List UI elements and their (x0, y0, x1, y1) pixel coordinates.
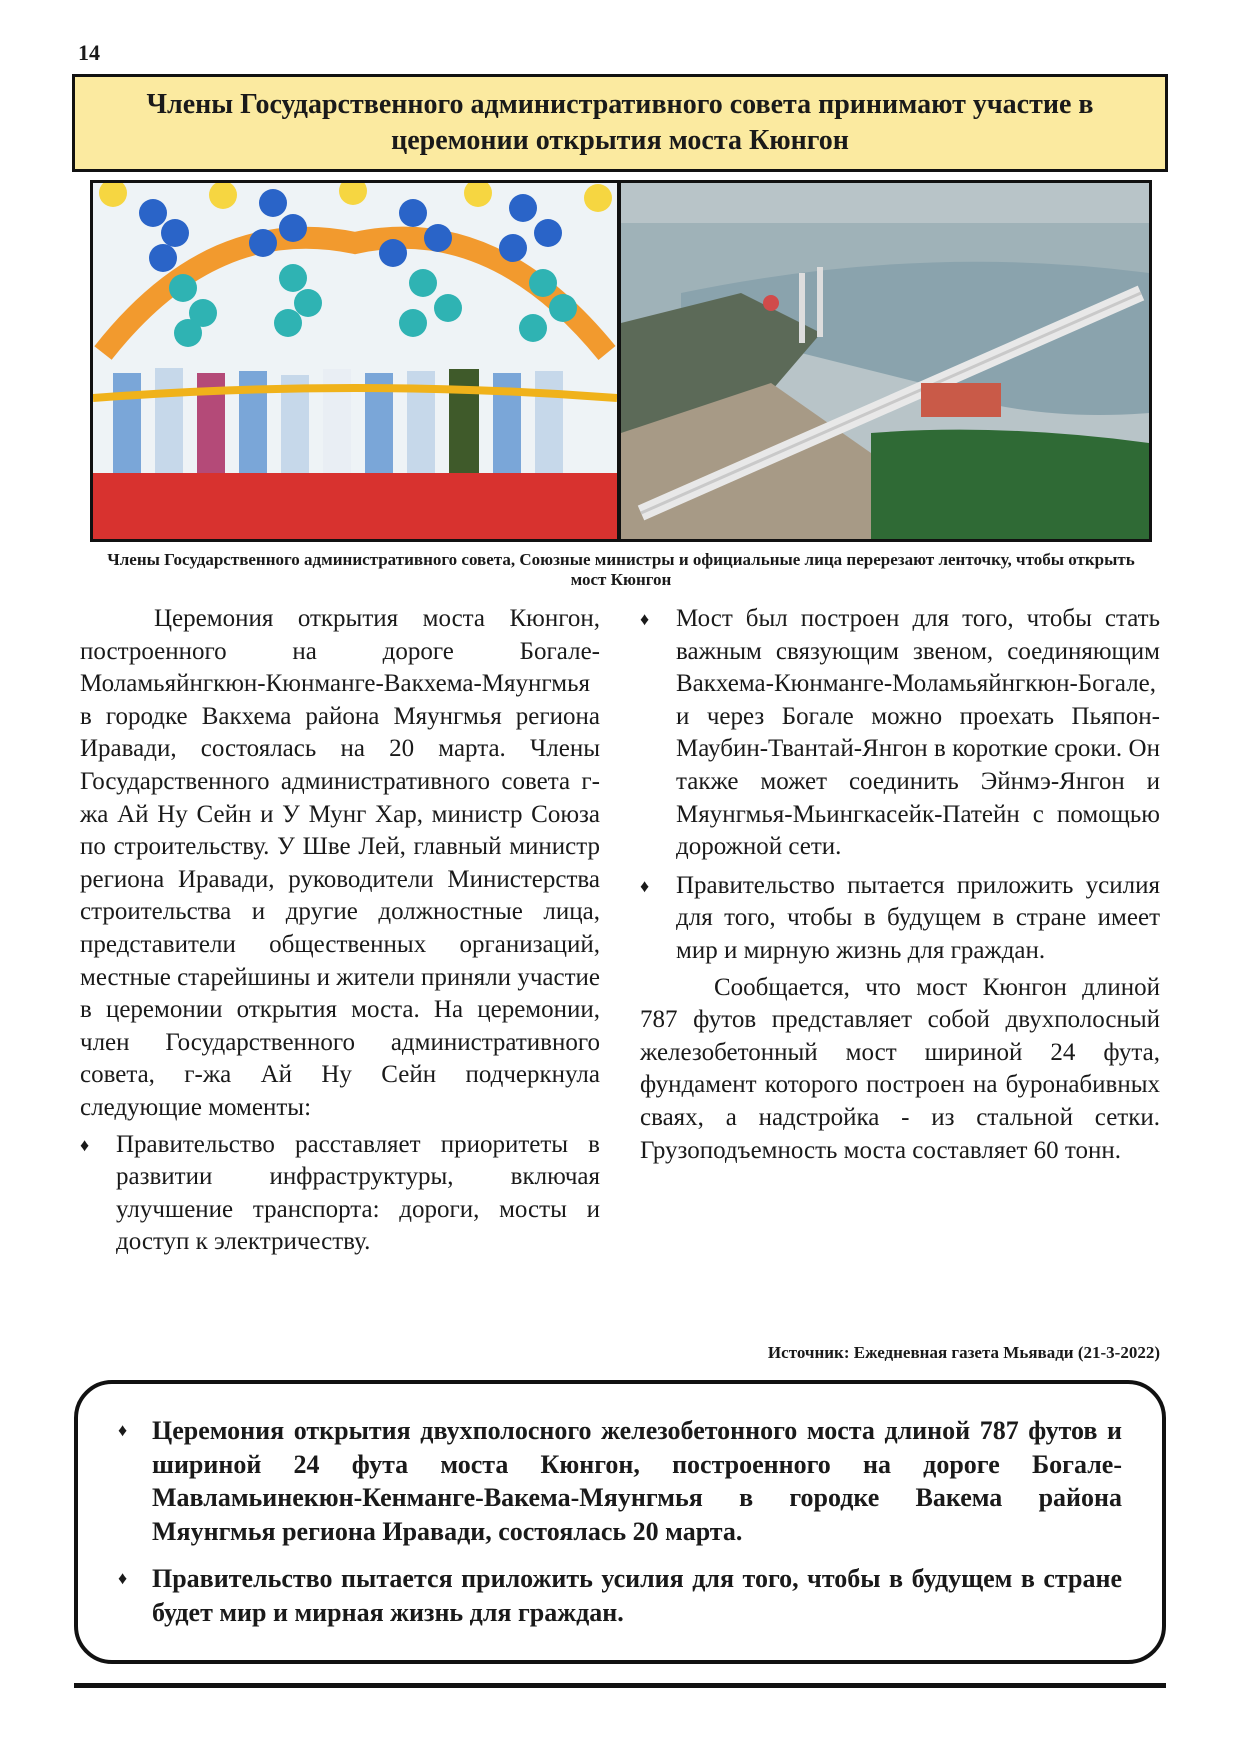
article-title-box (72, 74, 1168, 172)
left-column (80, 603, 600, 1259)
details-paragraph: Сообщается, что мост Кюнгон длиной 787 футов представляет собой двухполосный железобетонный мост шириной 24 фута, фундамент которого построен на буронабивных сваях, а надстройка - из стальной сетки. Грузоподъемность моста составляет 60 тонн. (640, 973, 1160, 1164)
bullet-item (80, 1129, 600, 1259)
bridge-illustration (621, 183, 1149, 539)
summary-text: Церемония открытия двухполосного железобетонного моста длиной 787 футов и шириной 24 фута моста Кюнгон, построенного на дороге Богале-Мавламьинекюн-Кенманге-Вакема-Мяунгмья в городке Вакема района Мяунгмья региона Иравади, состоялась 20 марта. (152, 1416, 1122, 1546)
photo-caption: Члены Государственного административного совета, Союзные министры и официальные лица перерезают ленточку, чтобы открыть мост Кюнгон (107, 550, 1135, 589)
bottom-rule (74, 1683, 1166, 1688)
diamond-bullet-icon: ♦ (80, 1134, 90, 1155)
diamond-bullet-icon: ♦ (640, 609, 650, 629)
intro-paragraph: Церемония открытия моста Кюнгон, построенного на дороге Богале-Моламьяйнгкюн-Кюнманге-Вакхема-Мяунгмья в городке Вакхема района Мяунгмья региона Иравади, состоялась на 20 марта. Члены Государственного административного совета г-жа Ай Ну Сейн и У Мунг Хар, министр Союза по строительству. У Шве Лей, главный министр региона Иравади, руководители Министерства строительства и другие должностные лица, представители общественных организаций, местные старейшины и жители приняли участие в церемонии открытия моста. На церемонии, член Государственного административного совета, г-жа Ай Ну Сейн подчеркнула следующие моменты: (80, 605, 600, 1121)
diamond-bullet-icon: ♦ (118, 1568, 128, 1588)
bridge-photo (621, 183, 1149, 539)
bullet-item (640, 603, 1160, 864)
article-title: Члены Государственного административного совета принимают участие в церемонии открытия моста Кюнгон (146, 89, 1094, 156)
summary-box (74, 1380, 1166, 1664)
summary-item (118, 1562, 1122, 1629)
photo-strip (90, 180, 1152, 542)
bullet-text: Правительство пытается приложить усилия для того, чтобы в будущем в стране имеет мир и мирную жизнь для граждан. (676, 871, 1160, 964)
bullet-text: Мост был построен для того, чтобы стать важным связующим звеном, соединяющим Вакхема-Кюнманге-Моламьяйнгкюн-Богале, и через Богале можно проехать Пьяпон-Маубин-Твантай-Янгон в короткие сроки. Он также может соединить Эйнмэ-Янгон и Мяунгмья-Мьингкасейк-Патейн с помощью дорожной сети. (676, 605, 1160, 861)
diamond-bullet-icon: ♦ (640, 875, 650, 896)
bullet-text: Правительство расставляет приоритеты в развитии инфраструктуры, включая улучшение транспорта: дороги, мосты и доступ к электричеству. (116, 1130, 600, 1256)
ceremony-photo (93, 183, 617, 539)
summary-item (118, 1414, 1122, 1548)
source-note: Источник: Ежедневная газета Мьявади (21-3-2022) (767, 1343, 1160, 1362)
right-column (640, 603, 1160, 1167)
diamond-bullet-icon: ♦ (118, 1420, 128, 1440)
summary-text: Правительство пытается приложить усилия для того, чтобы в будущем в стране будет мир и мирная жизнь для граждан. (152, 1564, 1122, 1627)
bullet-item (640, 870, 1160, 968)
page-number: 14 (78, 40, 100, 65)
ceremony-illustration (93, 183, 617, 539)
